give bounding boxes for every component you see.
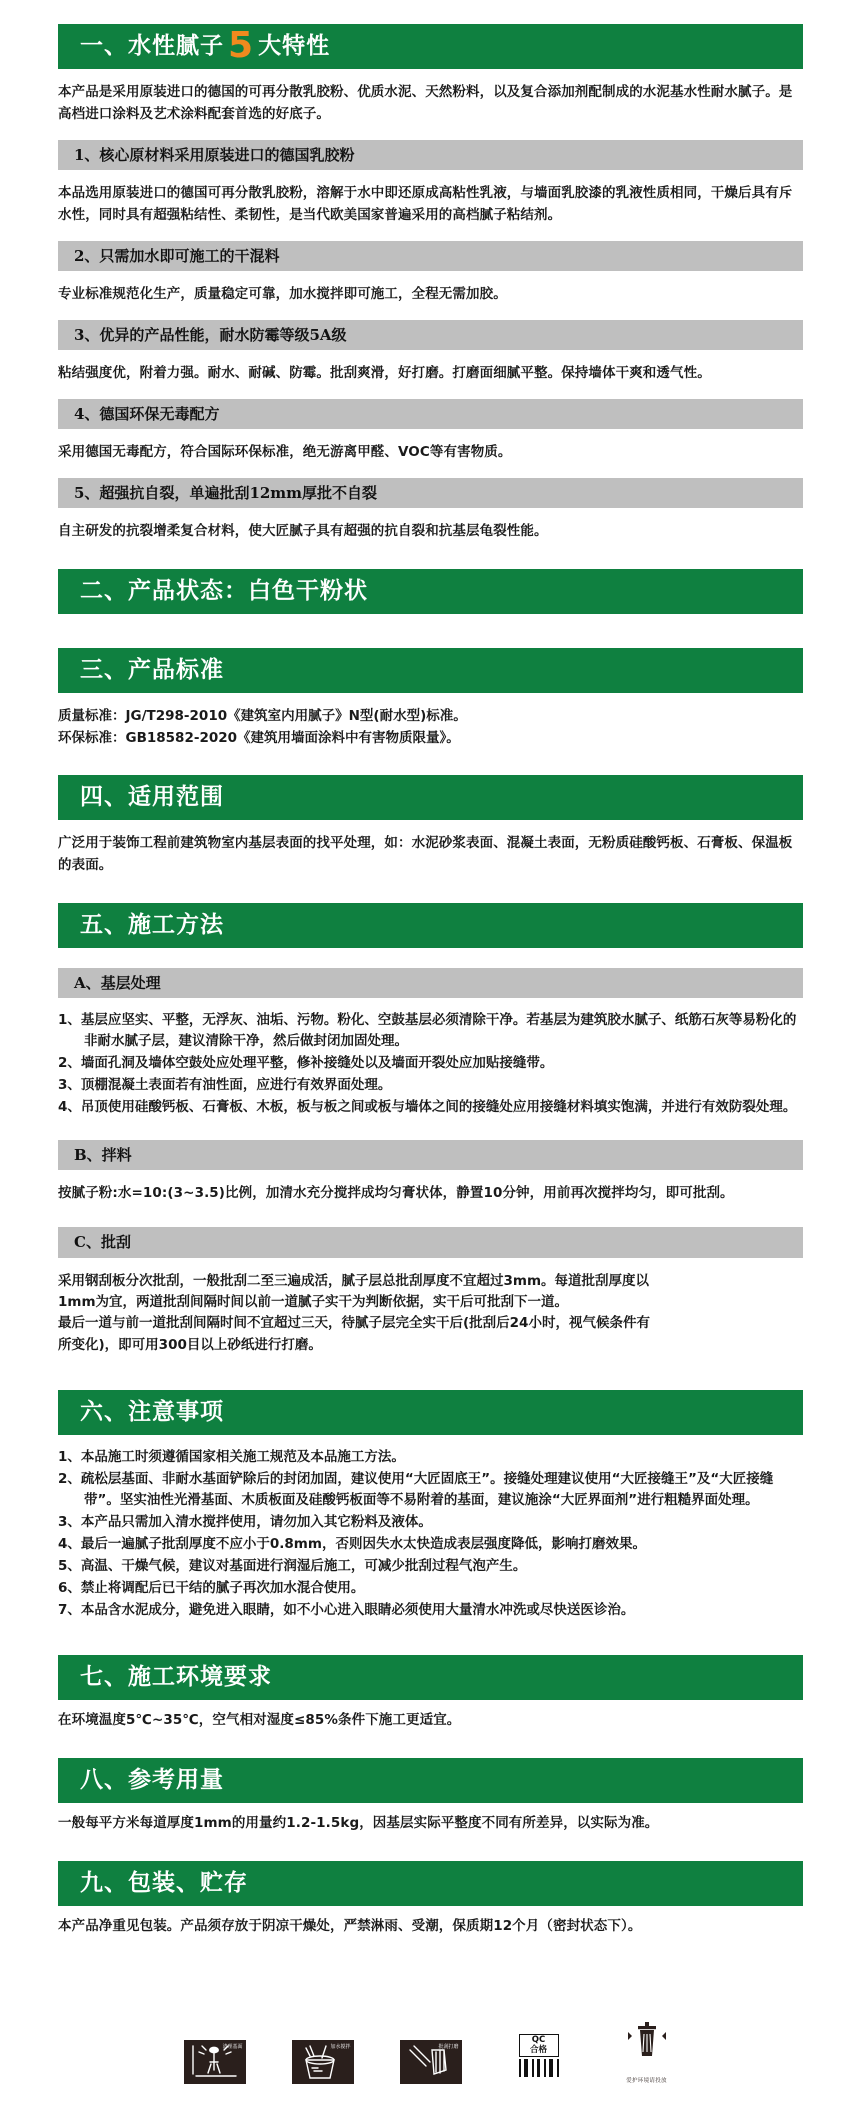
list-item: 4、吊顶使用硅酸钙板、石膏板、木板，板与板之间或板与墙体之间的接缝处应用接缝材料填实饱满，并进行有效防裂处理。 — [58, 1099, 797, 1116]
footer-icon-add-water-stir — [292, 2040, 354, 2084]
scrape-trowel-icon — [400, 2040, 462, 2084]
section-banner-dosage: 八、参考用量 — [58, 1758, 803, 1803]
environment-body: 在环境温度5℃~35℃，空气相对湿度≤85%条件下施工更适宜。 — [58, 1712, 461, 1729]
recycle-caption: 爱护环境请投放 — [626, 2078, 667, 2085]
section-banner-environment: 七、施工环境要求 — [58, 1655, 803, 1700]
list-item: 5、高温、干燥气候，建议对基面进行润湿后施工，可减少批刮过程气泡产生。 — [58, 1558, 527, 1575]
section-banner-product-state: 二、产品状态：白色干粉状 — [58, 569, 803, 614]
feature-body-2: 专业标准规范化生产，质量稳定可靠，加水搅拌即可施工，全程无需加胶。 — [58, 285, 507, 302]
section-banner-product-standard: 三、产品标准 — [58, 648, 803, 693]
list-item: 1、基层应坚实、平整，无浮灰、油垢、污物。粉化、空鼓基层必须清除干净。若基层为建筑胶水腻子、纸筋石灰等易粉化的非耐水腻子层，建议清除干净，然后做封闭加固处理。 — [58, 1011, 797, 1050]
list-item: 6、禁止将调配后已干结的腻子再次加水混合使用。 — [58, 1580, 365, 1597]
list-item: 4、最后一遍腻子批刮厚度不应小于0.8mm，否则因失水太快造成表层强度降低，影响打磨效果。 — [58, 1536, 646, 1553]
base-treatment-list — [58, 1010, 803, 1118]
banner-text-prefix: 一、水性腻子 — [80, 33, 224, 59]
precautions-list — [58, 1447, 803, 1621]
footer-icon-recycle-bin — [616, 2022, 678, 2084]
clean-base-icon — [184, 2040, 246, 2084]
scraping-line-2: 1mm为宜，两道批刮间隔时间以前一道腻子实干为判断依据，实干后可批刮下一道。 — [58, 1293, 569, 1310]
product-standard-lines — [58, 706, 803, 749]
recycle-bin-icon — [616, 2022, 678, 2072]
list-item: 7、本品含水泥成分，避免进入眼睛，如不小心进入眼睛必须使用大量清水冲洗或尽快送医诊治。 — [58, 1602, 635, 1619]
footer-icon-strip — [58, 1996, 803, 2110]
packaging-body: 本产品净重见包装。产品须存放于阴凉干燥处，严禁淋雨、受潮，保质期12个月（密封状态下）。 — [58, 1918, 642, 1935]
list-item: 3、顶棚混凝土表面若有油性面，应进行有效界面处理。 — [58, 1077, 392, 1094]
list-item: 2、疏松层基面、非耐水基面铲除后的封闭加固，建议使用“大匠固底王”。接缝处理建议使用“大匠接缝王”及“大匠接缝带”。坚实油性光滑基面、木质板面及硅酸钙板面等不易附着的基面，建议施涂“大匠界面剂”进行粗糙界面处理。 — [58, 1470, 774, 1509]
feature-body-4: 采用德国无毒配方，符合国际环保标准，绝无游离甲醛、VOC等有害物质。 — [58, 444, 512, 461]
section-banner-precautions: 六、注意事项 — [58, 1390, 803, 1435]
scrape-caption: 批刮打磨 — [438, 2044, 459, 2051]
add-water-caption: 加水搅拌 — [330, 2044, 351, 2051]
qc-line-2: 合格 — [529, 2044, 547, 2055]
list-item: 1、本品施工时须遵循国家相关施工规范及本品施工方法。 — [58, 1448, 405, 1465]
dosage-body: 一般每平方米每道厚度1mm的用量约1.2-1.5kg，因基层实际平整度不同有所差异，以实际为准。 — [58, 1815, 659, 1832]
scope-body: 广泛用于装饰工程前建筑物室内基层表面的找平处理，如：水泥砂浆表面、混凝土表面，无粉质硅酸钙板、石膏板、保温板的表面。 — [58, 834, 793, 873]
feature-body-1: 本品选用原装进口的德国可再分散乳胶粉，溶解于水中即还原成高粘性乳液，与墙面乳胶漆的乳液性质相同，干燥后具有斥水性，同时具有超强粘结性、柔韧性，是当代欧美国家普遍采用的高档腻子粘结剂。 — [58, 185, 793, 223]
qc-barcode — [519, 2059, 559, 2077]
scraping-line-3: 最后一道与前一道批刮间隔时间不宜超过三天，待腻子层完全实干后(批刮后24小时，视气候条件有 — [58, 1315, 650, 1332]
feature-subheader-4: 4、德国环保无毒配方 — [58, 399, 803, 429]
mixing-body: 按腻子粉:水=10:(3~3.5)比例，加清水充分搅拌成均匀膏状体，静置10分钟，用前再次搅拌均匀，即可批刮。 — [58, 1185, 734, 1202]
scraping-line-4: 所变化)，即可用300目以上砂纸进行打磨。 — [58, 1336, 322, 1353]
banner-text-suffix: 大特性 — [258, 33, 331, 59]
feature-body-5: 自主研发的抗裂增柔复合材料，使大匠腻子具有超强的抗自裂和抗基层龟裂性能。 — [58, 523, 548, 540]
environmental-standard-line: 环保标准：GB18582-2020《建筑用墙面涂料中有害物质限量》。 — [58, 729, 460, 746]
section-banner-scope: 四、适用范围 — [58, 775, 803, 820]
section-banner-packaging: 九、包装、贮存 — [58, 1861, 803, 1906]
list-item: 3、本产品只需加入清水搅拌使用，请勿加入其它粉料及液体。 — [58, 1514, 432, 1531]
footer-icon-qc-pass — [508, 2034, 570, 2084]
quality-standard-line: 质量标准：JG/T298-2010《建筑室内用腻子》N型(耐水型)标准。 — [58, 708, 467, 725]
feature-subheader-3: 3、优异的产品性能，耐水防霉等级5A级 — [58, 320, 803, 350]
qc-label-box — [519, 2034, 559, 2057]
footer-icon-clean-base — [184, 2040, 246, 2084]
clean-base-caption: 清理基面 — [222, 2044, 243, 2051]
feature-subheader-1: 1、核心原材料采用原装进口的德国乳胶粉 — [58, 140, 803, 170]
scraping-lines — [58, 1271, 803, 1356]
scraping-line-1: 采用钢刮板分次批刮，一般批刮二至三遍成活，腻子层总批刮厚度不宜超过3mm。每道批刮厚度以 — [58, 1272, 650, 1289]
feature-subheader-2: 2、只需加水即可施工的干混料 — [58, 241, 803, 271]
features-intro-paragraph: 本产品是采用原装进口的德国的可再分散乳胶粉、优质水泥、天然粉料，以及复合添加剂配制成的水泥基水性耐水腻子。是高档进口涂料及艺术涂料配套首选的好底子。 — [58, 84, 793, 122]
feature-subheader-5: 5、超强抗自裂，单遍批刮12mm厚批不自裂 — [58, 478, 803, 508]
qc-pass-icon — [510, 2034, 568, 2084]
construction-subheader-a: A、基层处理 — [58, 968, 803, 998]
qc-line-1: QC — [531, 2035, 546, 2046]
section-banner-construction: 五、施工方法 — [58, 903, 803, 948]
list-item: 2、墙面孔洞及墙体空鼓处应处理平整，修补接缝处以及墙面开裂处应加贴接缝带。 — [58, 1055, 554, 1072]
construction-subheader-b: B、拌料 — [58, 1140, 803, 1170]
add-water-stir-icon — [292, 2040, 354, 2084]
feature-body-3: 粘结强度优，附着力强。耐水、耐碱、防霉。批刮爽滑，好打磨。打磨面细腻平整。保持墙体干爽和透气性。 — [58, 365, 711, 382]
construction-subheader-c: C、批刮 — [58, 1227, 803, 1257]
section-banner-features — [58, 24, 803, 69]
footer-icon-scrape-trowel — [400, 2040, 462, 2084]
highlight-number-five: 5 — [228, 25, 255, 66]
